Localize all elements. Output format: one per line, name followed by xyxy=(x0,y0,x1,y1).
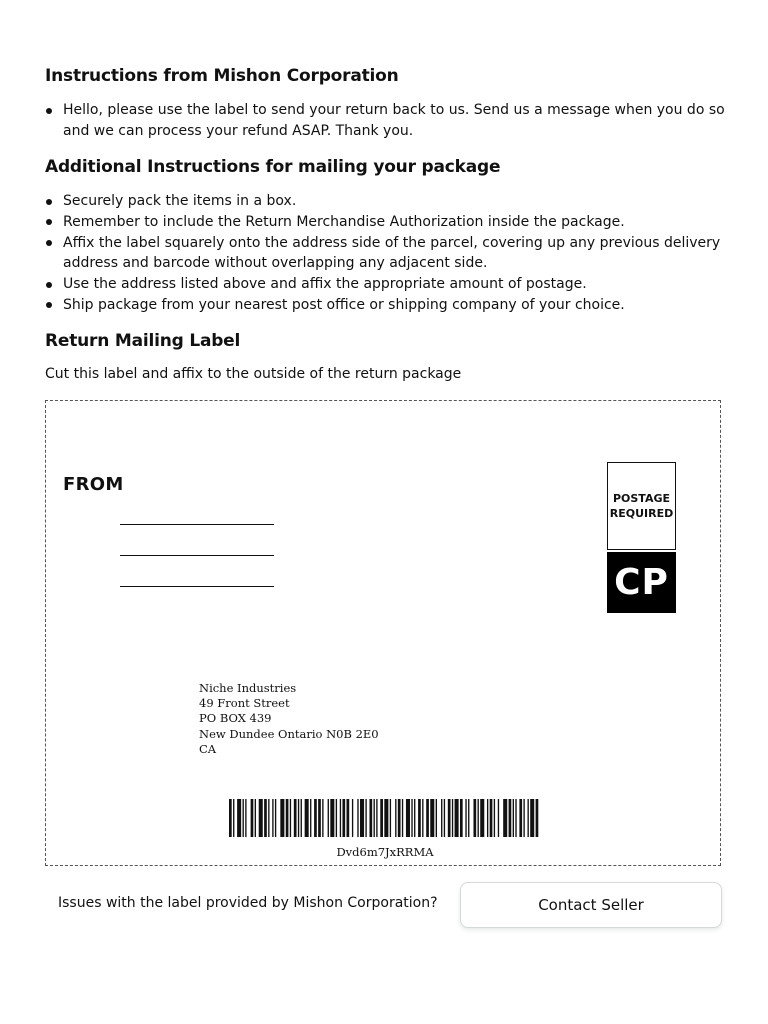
list-item-text: Use the address listed above and affix the appropriate amount of postage. xyxy=(63,276,587,293)
barcode-bar xyxy=(414,799,415,837)
barcode-bar xyxy=(498,799,499,837)
barcode-bar xyxy=(328,799,329,837)
barcode-bar xyxy=(444,799,445,837)
list-item xyxy=(45,233,725,275)
barcode-bar xyxy=(342,799,345,837)
from-label: FROM xyxy=(63,474,124,495)
barcode-bar xyxy=(441,799,442,837)
barcode-bar xyxy=(527,799,528,837)
additional-instructions-list xyxy=(45,191,725,316)
list-item xyxy=(45,295,725,316)
barcode xyxy=(229,799,541,837)
barcode-bar xyxy=(233,799,234,837)
barcode-bar xyxy=(478,799,479,837)
list-item xyxy=(45,100,725,142)
barcode-bar xyxy=(448,799,451,837)
barcode-bar xyxy=(294,799,297,837)
list-item xyxy=(45,212,725,233)
bullet-icon xyxy=(46,302,52,308)
barcode-bar xyxy=(523,799,524,837)
barcode-bar xyxy=(411,799,412,837)
barcode-bar xyxy=(290,799,291,837)
barcode-bar xyxy=(460,799,463,837)
barcode-bar xyxy=(286,799,289,837)
barcode-bar xyxy=(452,799,453,837)
cut-instructions: Cut this label and affix to the outside of the return package xyxy=(45,366,462,382)
barcode-bar xyxy=(430,799,434,837)
barcode-bar xyxy=(330,799,334,837)
barcode-bar xyxy=(402,799,403,837)
barcode-bar xyxy=(384,799,388,837)
barcode-bar xyxy=(360,799,364,837)
barcode-bar xyxy=(390,799,391,837)
barcode-bar xyxy=(272,799,273,837)
barcode-bar xyxy=(513,799,514,837)
barcode-bar xyxy=(365,799,366,837)
barcode-bar xyxy=(406,799,410,837)
barcode-bar xyxy=(468,799,469,837)
barcode-bar xyxy=(503,799,507,837)
barcode-bar xyxy=(264,799,267,837)
barcode-bar xyxy=(229,799,232,837)
barcode-bar xyxy=(487,799,488,837)
barcode-bar xyxy=(369,799,372,837)
return-address xyxy=(199,681,379,757)
label-issues-text: Issues with the label provided by Mishon Corporation? xyxy=(58,895,438,911)
address-line: 49 Front Street xyxy=(199,696,290,711)
barcode-bar xyxy=(374,799,375,837)
address-line: CA xyxy=(199,741,217,756)
address-line: New Dundee Ontario N0B 2E0 xyxy=(199,726,379,741)
barcode-bar xyxy=(490,799,493,837)
bullet-icon xyxy=(46,282,52,288)
list-item-text: Securely pack the items in a box. xyxy=(63,193,297,209)
barcode-bar xyxy=(515,799,516,837)
barcode-bar xyxy=(536,799,539,837)
bullet-icon xyxy=(46,108,52,114)
address-line: Niche Industries xyxy=(199,681,297,695)
barcode-bar xyxy=(314,799,317,837)
barcode-number: Dvd6m7JxRRMA xyxy=(336,845,434,859)
barcode-bar xyxy=(280,799,284,837)
barcode-bar xyxy=(357,799,358,837)
seller-instructions-heading: Instructions from Mishon Corporation xyxy=(45,66,399,86)
list-item-text: Ship package from your nearest post office or shipping company of your choice. xyxy=(63,296,625,313)
bullet-icon xyxy=(46,199,52,205)
barcode-bar xyxy=(465,799,466,837)
return-mailing-label xyxy=(45,400,721,866)
barcode-bar xyxy=(275,799,276,837)
barcode-bar xyxy=(376,799,377,837)
barcode-bar xyxy=(436,799,437,837)
postage-required-box: POSTAGE REQUIRED xyxy=(607,462,676,550)
barcode-bar xyxy=(426,799,429,837)
from-address-line xyxy=(120,555,274,556)
barcode-bar xyxy=(255,799,256,837)
list-item xyxy=(45,191,725,212)
barcode-bar xyxy=(245,799,246,837)
barcode-bar xyxy=(298,799,299,837)
canada-post-logo: CP xyxy=(607,552,676,613)
seller-instructions-list xyxy=(45,100,725,142)
barcode-bar xyxy=(322,799,323,837)
barcode-bar xyxy=(509,799,512,837)
barcode-bar xyxy=(380,799,383,837)
barcode-bar xyxy=(455,799,459,837)
barcode-bar xyxy=(268,799,269,837)
address-line: PO BOX 439 xyxy=(199,711,272,726)
bullet-icon xyxy=(46,240,52,246)
barcode-bar xyxy=(395,799,396,837)
barcode-bar xyxy=(347,799,350,837)
list-item-text: Affix the label squarely onto the address side of the parcel, covering up any previous delivery address and barcode without overlapping any adjacent side. xyxy=(63,234,721,272)
barcode-bar xyxy=(422,799,423,837)
barcode-bar xyxy=(418,799,421,837)
list-item-text: Hello, please use the label to send your return back to us. Send us a message when you do so and we can process your refund ASAP. Thank you. xyxy=(63,102,725,139)
barcode-bar xyxy=(519,799,522,837)
barcode-bar xyxy=(251,799,254,837)
list-item xyxy=(45,274,725,295)
barcode-bar xyxy=(398,799,401,837)
barcode-bar xyxy=(494,799,495,837)
barcode-bar xyxy=(237,799,241,837)
additional-instructions-heading: Additional Instructions for mailing your package xyxy=(45,157,501,177)
barcode-bar xyxy=(259,799,263,837)
barcode-bar xyxy=(243,799,244,837)
barcode-bar xyxy=(473,799,476,837)
list-item-text: Remember to include the Return Merchandise Authorization inside the package. xyxy=(63,213,625,230)
barcode-bar xyxy=(301,799,302,837)
barcode-bar xyxy=(305,799,309,837)
barcode-bar xyxy=(340,799,341,837)
from-address-line xyxy=(120,586,274,587)
barcode-bar xyxy=(310,799,311,837)
barcode-bar xyxy=(352,799,353,837)
barcode-bar xyxy=(530,799,534,837)
barcode-bar xyxy=(318,799,321,837)
from-address-line xyxy=(120,524,274,525)
barcode-bar xyxy=(480,799,484,837)
bullet-icon xyxy=(46,219,52,225)
return-label-heading: Return Mailing Label xyxy=(45,331,241,351)
contact-seller-button[interactable]: Contact Seller xyxy=(460,882,722,928)
barcode-bar xyxy=(336,799,337,837)
